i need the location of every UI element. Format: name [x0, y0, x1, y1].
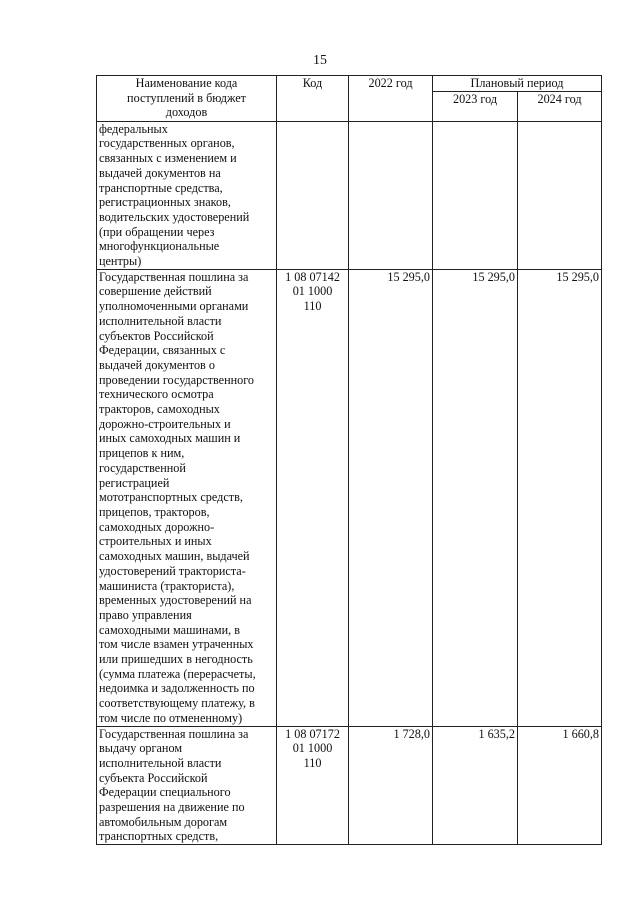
- revenue-name-line: машиниста (тракториста),: [99, 578, 235, 593]
- header-name-line: поступлений в бюджет: [127, 90, 246, 105]
- revenue-name-line: прицепов, тракторов,: [99, 504, 210, 519]
- value-2024-cell: 1 660,8: [518, 726, 602, 845]
- revenue-name-line: исполнительной власти: [99, 755, 222, 770]
- revenue-name-line: иных самоходных машин и: [99, 431, 241, 446]
- revenue-name-line: строительных и иных: [99, 534, 212, 549]
- header-name: [97, 76, 277, 122]
- header-planning-period: Плановый период: [433, 76, 602, 92]
- header-code: Код: [277, 76, 349, 122]
- revenue-name-line: технического осмотра: [99, 387, 214, 402]
- revenue-name-line: самоходных дорожно-: [99, 519, 215, 534]
- revenue-name-line: транспортные средства,: [99, 180, 223, 195]
- revenue-name-line: выдачу органом: [99, 741, 183, 756]
- table-row: [97, 269, 602, 726]
- value-2023-cell: 15 295,0: [433, 269, 518, 726]
- page-number: 15: [313, 53, 327, 68]
- revenue-name-line: государственных органов,: [99, 136, 235, 151]
- revenue-name-line: право управления: [99, 607, 192, 622]
- revenue-name-line: Федерации специального: [99, 785, 231, 800]
- revenue-name-line: соответствующему платежу, в: [99, 696, 255, 711]
- revenue-name-line: тракторов, самоходных: [99, 402, 220, 417]
- header-year-2022: 2022 год: [349, 76, 433, 122]
- revenue-name-line: связанных с изменением и: [99, 151, 237, 166]
- revenue-name-line: том числе взамен утраченных: [99, 637, 254, 652]
- revenue-name-cell: [97, 726, 277, 845]
- revenue-name-line: недоимка и задолженность по: [99, 681, 255, 696]
- revenue-name-line: Государственная пошлина за: [99, 726, 249, 741]
- value-2024-cell: [518, 121, 602, 269]
- revenue-name-line: разрешения на движение по: [99, 800, 245, 815]
- revenue-name-line: регистрационных знаков,: [99, 195, 231, 210]
- revenue-name-line: мототранспортных средств,: [99, 490, 243, 505]
- value-2024-cell: 15 295,0: [518, 269, 602, 726]
- revenue-name-line: водительских удостоверений: [99, 209, 250, 224]
- revenue-name-line: дорожно-строительных и: [99, 416, 231, 431]
- table-header: [97, 76, 602, 122]
- revenue-name-line: исполнительной власти: [99, 313, 222, 328]
- value-2022-cell: 1 728,0: [349, 726, 433, 845]
- table-row: [97, 726, 602, 845]
- revenue-name-line: субъекта Российской: [99, 770, 208, 785]
- revenue-name-line: субъектов Российской: [99, 328, 214, 343]
- table-row: [97, 121, 602, 269]
- revenue-name-line: прицепов к ним,: [99, 446, 185, 461]
- revenue-name-line: многофункциональные: [99, 239, 220, 254]
- revenue-name-line: транспортных средств,: [99, 829, 219, 844]
- revenue-code-cell: 1 08 07142 01 1000 110: [277, 269, 349, 726]
- revenue-code-cell: 1 08 07172 01 1000 110: [277, 726, 349, 845]
- revenue-name-line: Государственная пошлина за: [99, 269, 249, 284]
- revenue-name-line: или пришедших в негодность: [99, 652, 253, 667]
- revenue-name-line: выдачей документов о: [99, 357, 215, 372]
- revenue-name-line: том числе по отмененному): [99, 710, 243, 725]
- table-body: [97, 121, 602, 844]
- revenue-name-line: уполномоченными органами: [99, 299, 249, 314]
- revenue-code-cell: [277, 121, 349, 269]
- revenue-name-line: автомобильным дорогам: [99, 814, 228, 829]
- revenue-name-line: (при обращении через: [99, 224, 215, 239]
- value-2023-cell: [433, 121, 518, 269]
- revenue-table: [96, 75, 602, 845]
- revenue-name-line: временных удостоверений на: [99, 593, 252, 608]
- revenue-name-line: регистрацией: [99, 475, 170, 490]
- revenue-name-line: государственной: [99, 460, 186, 475]
- revenue-name-line: федеральных: [99, 121, 168, 136]
- revenue-name-line: самоходными машинами, в: [99, 622, 240, 637]
- revenue-name-line: выдачей документов на: [99, 165, 221, 180]
- header-year-2024: 2024 год: [518, 91, 602, 121]
- revenue-name-line: центры): [99, 254, 142, 269]
- revenue-name-line: (сумма платежа (перерасчеты,: [99, 666, 256, 681]
- value-2022-cell: 15 295,0: [349, 269, 433, 726]
- value-2023-cell: 1 635,2: [433, 726, 518, 845]
- revenue-name-line: Федерации, связанных с: [99, 343, 226, 358]
- revenue-name-cell: [97, 269, 277, 726]
- revenue-name-cell: [97, 121, 277, 269]
- header-year-2023: 2023 год: [433, 91, 518, 121]
- revenue-name-line: проведении государственного: [99, 372, 254, 387]
- revenue-name-line: самоходных машин, выдачей: [99, 549, 250, 564]
- header-name-line: доходов: [165, 105, 208, 120]
- value-2022-cell: [349, 121, 433, 269]
- header-name-line: Наименование кода: [135, 76, 238, 90]
- revenue-name-line: совершение действий: [99, 284, 212, 299]
- revenue-name-line: удостоверений тракториста-: [99, 563, 246, 578]
